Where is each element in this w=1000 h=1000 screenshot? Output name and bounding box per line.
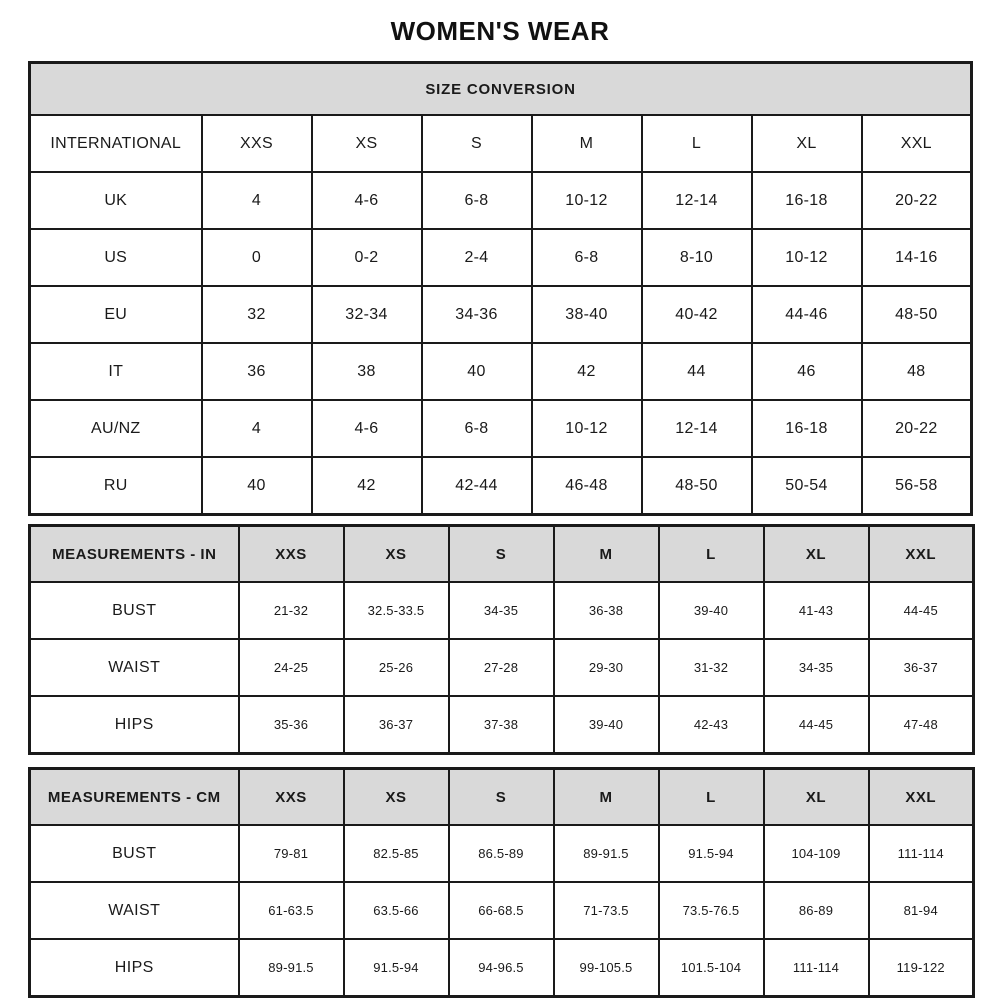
value-cell: 4 — [202, 172, 312, 229]
value-cell: 12-14 — [642, 172, 752, 229]
value-cell: 101.5-104 — [659, 939, 764, 997]
value-cell: 82.5-85 — [344, 825, 449, 882]
column-header: XS — [344, 769, 449, 826]
value-cell: 38-40 — [532, 286, 642, 343]
value-cell: 39-40 — [554, 696, 659, 754]
value-cell: 48 — [862, 343, 972, 400]
value-cell: 34-35 — [449, 582, 554, 639]
value-cell: 39-40 — [659, 582, 764, 639]
value-cell: 71-73.5 — [554, 882, 659, 939]
value-cell: 0-2 — [312, 229, 422, 286]
column-header: L — [642, 115, 752, 172]
value-cell: 34-36 — [422, 286, 532, 343]
value-cell: 4-6 — [312, 400, 422, 457]
value-cell: 63.5-66 — [344, 882, 449, 939]
value-cell: 16-18 — [752, 400, 862, 457]
corner-header: MEASUREMENTS - CM — [30, 769, 239, 826]
value-cell: 81-94 — [869, 882, 974, 939]
row-label: HIPS — [30, 939, 239, 997]
table-row — [30, 696, 974, 754]
table-row — [30, 457, 972, 515]
value-cell: 86.5-89 — [449, 825, 554, 882]
value-cell: 44-46 — [752, 286, 862, 343]
value-cell: 12-14 — [642, 400, 752, 457]
value-cell: 40-42 — [642, 286, 752, 343]
table-row — [30, 229, 972, 286]
row-label: IT — [30, 343, 202, 400]
table-banner-row — [30, 63, 972, 116]
column-header: S — [449, 526, 554, 583]
column-header: XL — [764, 769, 869, 826]
value-cell: 35-36 — [239, 696, 344, 754]
table-row — [30, 343, 972, 400]
table-row — [30, 639, 974, 696]
value-cell: 36-38 — [554, 582, 659, 639]
column-header-row — [30, 769, 974, 826]
value-cell: 89-91.5 — [554, 825, 659, 882]
column-header-row — [30, 526, 974, 583]
value-cell: 36 — [202, 343, 312, 400]
row-label: RU — [30, 457, 202, 515]
column-header: M — [532, 115, 642, 172]
column-header: S — [449, 769, 554, 826]
value-cell: 41-43 — [764, 582, 869, 639]
column-header: XL — [764, 526, 869, 583]
value-cell: 0 — [202, 229, 312, 286]
column-header-row — [30, 115, 972, 172]
value-cell: 91.5-94 — [659, 825, 764, 882]
value-cell: 73.5-76.5 — [659, 882, 764, 939]
value-cell: 111-114 — [764, 939, 869, 997]
value-cell: 37-38 — [449, 696, 554, 754]
table-row — [30, 882, 974, 939]
value-cell: 10-12 — [532, 400, 642, 457]
corner-header: MEASUREMENTS - IN — [30, 526, 239, 583]
measurements-in-table — [28, 524, 975, 755]
page-title: WOMEN'S WEAR — [390, 16, 610, 46]
value-cell: 32-34 — [312, 286, 422, 343]
table-row — [30, 825, 974, 882]
value-cell: 56-58 — [862, 457, 972, 515]
value-cell: 4-6 — [312, 172, 422, 229]
column-header: M — [554, 769, 659, 826]
value-cell: 46-48 — [532, 457, 642, 515]
column-header: XXL — [862, 115, 972, 172]
table-row — [30, 400, 972, 457]
value-cell: 38 — [312, 343, 422, 400]
value-cell: 32 — [202, 286, 312, 343]
value-cell: 99-105.5 — [554, 939, 659, 997]
value-cell: 50-54 — [752, 457, 862, 515]
value-cell: 21-32 — [239, 582, 344, 639]
value-cell: 79-81 — [239, 825, 344, 882]
column-header: XXS — [202, 115, 312, 172]
value-cell: 36-37 — [344, 696, 449, 754]
column-header: XXL — [869, 769, 974, 826]
row-label: AU/NZ — [30, 400, 202, 457]
column-header: XL — [752, 115, 862, 172]
table-row — [30, 939, 974, 997]
value-cell: 27-28 — [449, 639, 554, 696]
value-cell: 47-48 — [869, 696, 974, 754]
column-header: XS — [344, 526, 449, 583]
value-cell: 94-96.5 — [449, 939, 554, 997]
value-cell: 104-109 — [764, 825, 869, 882]
value-cell: 61-63.5 — [239, 882, 344, 939]
value-cell: 66-68.5 — [449, 882, 554, 939]
value-cell: 2-4 — [422, 229, 532, 286]
corner-header: INTERNATIONAL — [30, 115, 202, 172]
column-header: XXL — [869, 526, 974, 583]
value-cell: 86-89 — [764, 882, 869, 939]
row-label: UK — [30, 172, 202, 229]
value-cell: 14-16 — [862, 229, 972, 286]
table-row — [30, 582, 974, 639]
column-header: L — [659, 769, 764, 826]
row-label: BUST — [30, 582, 239, 639]
value-cell: 25-26 — [344, 639, 449, 696]
column-header: L — [659, 526, 764, 583]
value-cell: 20-22 — [862, 172, 972, 229]
column-header: S — [422, 115, 532, 172]
row-label: BUST — [30, 825, 239, 882]
column-header: M — [554, 526, 659, 583]
value-cell: 40 — [202, 457, 312, 515]
row-label: WAIST — [30, 639, 239, 696]
value-cell: 48-50 — [862, 286, 972, 343]
value-cell: 40 — [422, 343, 532, 400]
value-cell: 91.5-94 — [344, 939, 449, 997]
value-cell: 111-114 — [869, 825, 974, 882]
table-row — [30, 286, 972, 343]
row-label: US — [30, 229, 202, 286]
value-cell: 42-44 — [422, 457, 532, 515]
value-cell: 6-8 — [532, 229, 642, 286]
value-cell: 32.5-33.5 — [344, 582, 449, 639]
value-cell: 16-18 — [752, 172, 862, 229]
value-cell: 89-91.5 — [239, 939, 344, 997]
table-banner: SIZE CONVERSION — [30, 63, 972, 116]
value-cell: 6-8 — [422, 172, 532, 229]
row-label: WAIST — [30, 882, 239, 939]
value-cell: 8-10 — [642, 229, 752, 286]
value-cell: 10-12 — [532, 172, 642, 229]
column-header: XS — [312, 115, 422, 172]
value-cell: 20-22 — [862, 400, 972, 457]
value-cell: 24-25 — [239, 639, 344, 696]
value-cell: 119-122 — [869, 939, 974, 997]
value-cell: 4 — [202, 400, 312, 457]
value-cell: 44-45 — [869, 582, 974, 639]
value-cell: 42 — [312, 457, 422, 515]
value-cell: 42-43 — [659, 696, 764, 754]
size-conversion-table — [28, 61, 973, 516]
row-label: EU — [30, 286, 202, 343]
measurements-cm-table — [28, 767, 975, 998]
value-cell: 42 — [532, 343, 642, 400]
row-label: HIPS — [30, 696, 239, 754]
table-row — [30, 172, 972, 229]
value-cell: 44 — [642, 343, 752, 400]
value-cell: 10-12 — [752, 229, 862, 286]
value-cell: 31-32 — [659, 639, 764, 696]
value-cell: 36-37 — [869, 639, 974, 696]
column-header: XXS — [239, 769, 344, 826]
value-cell: 46 — [752, 343, 862, 400]
value-cell: 48-50 — [642, 457, 752, 515]
value-cell: 44-45 — [764, 696, 869, 754]
value-cell: 29-30 — [554, 639, 659, 696]
value-cell: 34-35 — [764, 639, 869, 696]
column-header: XXS — [239, 526, 344, 583]
value-cell: 6-8 — [422, 400, 532, 457]
